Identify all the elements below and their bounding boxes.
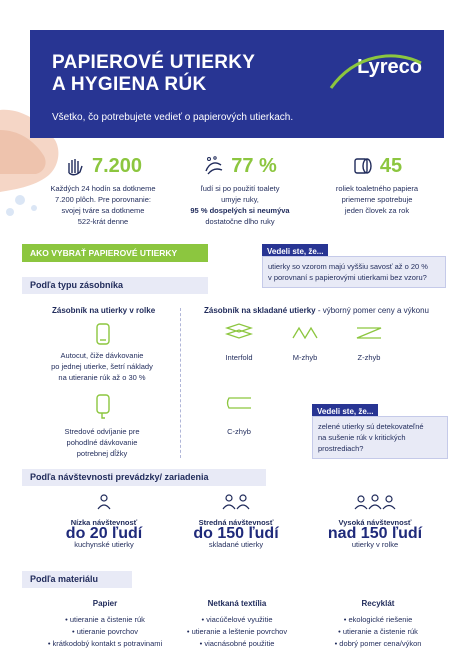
material-nonwoven: Netkaná textília • viacúčelové využitie • utieranie a leštenie povrchov • viacnásobné použitie (186, 599, 288, 648)
stat-touches: 7.200 Každých 24 hodín sa dotkneme 7.200 plôch. Pre porovnanie: svojej tváre sa dotkneme 522-krát denne (50, 154, 156, 226)
washing-hands-icon (203, 155, 225, 177)
interfold-icon (224, 322, 254, 344)
traffic-medium: Stredná návštevnosť do 150 ľudí skladané utierky (176, 494, 296, 550)
folded-dispenser-heading: Zásobník na skladané utierky - výborný pomer ceny a výkonu (204, 306, 429, 315)
central-feed-dispenser-icon (94, 393, 112, 419)
toilet-roll-icon (352, 155, 374, 177)
header-banner (30, 30, 444, 138)
page-title: PAPIEROVÉ UTIERKY A HYGIENA RÚK (52, 52, 256, 95)
roll-dispenser-heading: Zásobník na utierky v rolke (52, 306, 156, 315)
page-subtitle: Všetko, čo potrebujete vedieť o papierových utierkach. (52, 112, 294, 123)
did-you-know-title-2: Vedeli ste, že... (312, 404, 378, 419)
group-people-icon (353, 494, 397, 510)
section-material: Podľa materiálu (22, 571, 132, 588)
autocut-text: Autocut, čiže dávkovanie po jednej utierke, šetrí náklady na utieranie rúk až o 30 % (51, 351, 153, 382)
column-divider (180, 308, 181, 458)
c-fold-icon (224, 392, 254, 414)
central-feed-text: Stredové odvíjanie pre pohodlné dávkovanie potrebnej dĺžky (64, 427, 140, 458)
section-dispenser: Podľa typu zásobníka (22, 277, 208, 294)
traffic-high: Vysoká návštevnosť nad 150 ľudí utierky v rolke (310, 494, 440, 550)
logo-swoosh-icon (326, 48, 426, 98)
z-fold-icon (354, 322, 384, 344)
did-you-know-title-1: Vedeli ste, že... (262, 244, 328, 259)
material-paper: Papier • utieranie a čistenie rúk • utieranie povrchov • krátkodobý kontakt s potravinami (47, 599, 163, 648)
traffic-low: Nízka návštevnosť do 20 ľudí kuchynské utierky (44, 494, 164, 550)
did-you-know-box-1: utierky so vzorom majú vyššiu savosť až o 20 % v porovnaní s papierovými utierkami bez vzoru? (262, 256, 446, 288)
c-fold-label: C-zhyb (227, 427, 251, 436)
z-fold-label: Z-zhyb (357, 353, 381, 362)
stat-handwash: 77 % ľudí si po použití toalety umyje ruky, 95 % dospelých si neumýva dostatočne dlho ruky (190, 154, 290, 226)
section-traffic: Podľa návštevnosti prevádzky/ zariadenia (22, 469, 266, 486)
autocut-dispenser-icon (94, 322, 112, 346)
person-icon (97, 494, 111, 510)
did-you-know-box-2: zelené utierky sú detekovateľné na sušenie rúk v kritických prostrediach? (312, 416, 448, 459)
m-fold-label: M-zhyb (292, 353, 318, 362)
how-to-choose-banner: AKO VYBRAŤ PAPIEROVÉ UTIERKY (22, 244, 208, 262)
hand-surface-icon (64, 155, 86, 177)
interfold-label: Interfold (225, 353, 253, 362)
material-recycled: Recyklát • ekologické riešenie • utieranie a čistenie rúk • dobrý pomer cena/výkon (334, 599, 422, 648)
m-fold-icon (290, 322, 320, 344)
lyreco-logo: Lyreco (357, 56, 422, 78)
stat-rolls: 45 roliek toaletného papiera priemerne spotrebuje jeden človek za rok (335, 154, 419, 215)
two-people-icon (221, 494, 251, 510)
